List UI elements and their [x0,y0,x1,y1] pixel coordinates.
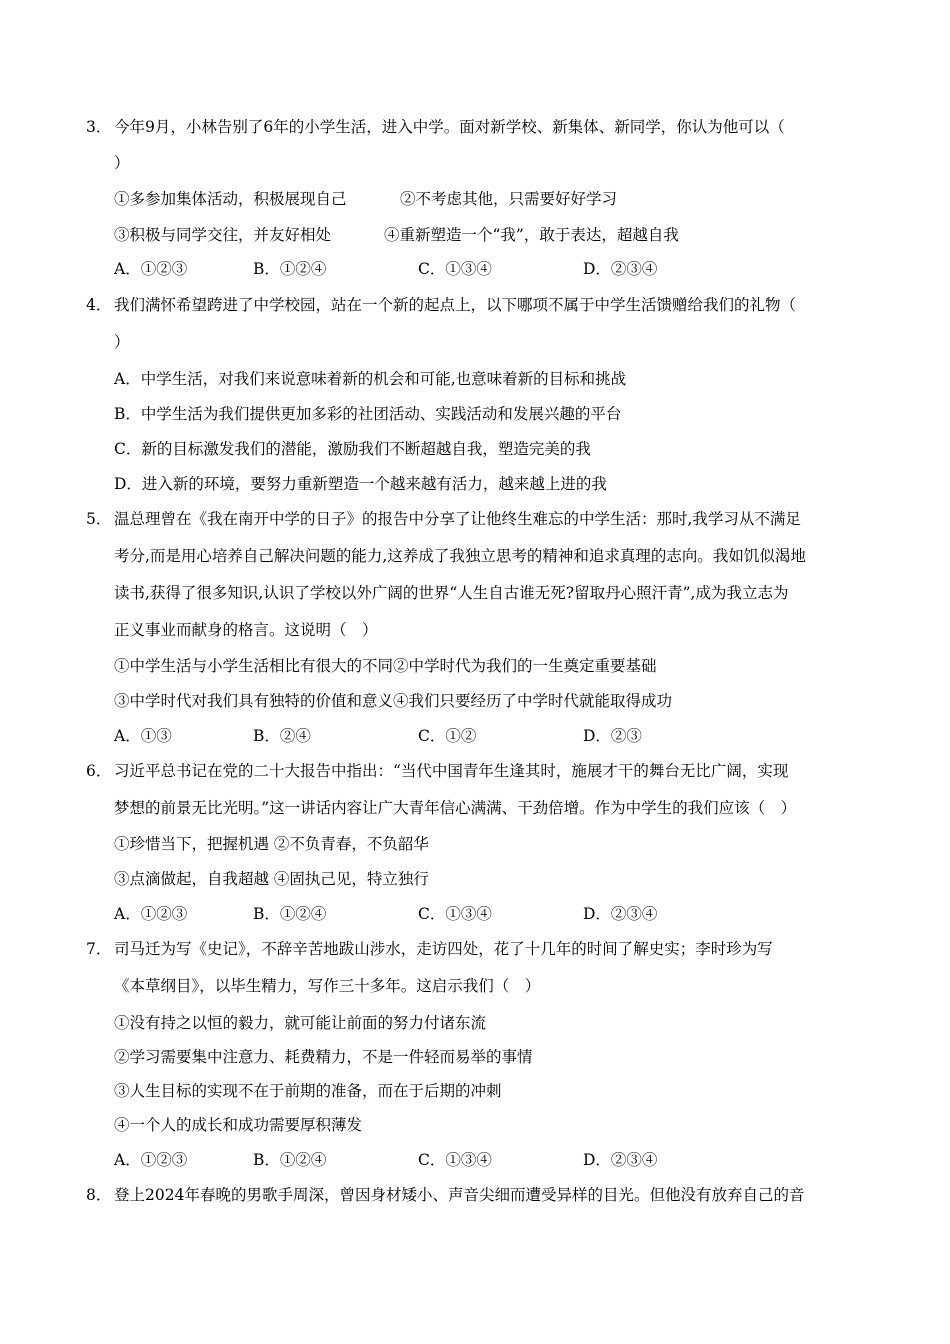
question-7-option-c: C．①③④ [418,1151,492,1169]
question-8-number: 8． [86,1186,112,1204]
question-5-stem-line-4: 正义事业而献身的格言。这说明（ ） [114,621,378,639]
question-5-option-b: B．②④ [253,727,311,745]
question-6-statement-2: ③点滴做起，自我超越 ④固执己见，特立独行 [114,870,429,888]
question-8-stem-line-1: 登上2024年春晚的男歌手周深，曾因身材矮小、声音尖细而遭受异样的目光。但他没有放弃自己的音 [114,1186,805,1204]
question-7-statement-2: ②学习需要集中注意力、耗费精力，不是一件轻而易举的事情 [114,1048,533,1066]
question-3-statement-2: ②不考虑其他，只需要好好学习 [400,190,618,208]
question-4-stem-line-1: 我们满怀希望跨进了中学校园，站在一个新的起点上，以下哪项不属于中学生活馈赠给我们的礼物（ [114,296,797,314]
question-4-stem-line-2: ） [114,333,130,351]
question-7-statement-4: ④一个人的成长和成功需要厚积薄发 [114,1116,363,1134]
question-7-option-b: B．①②④ [253,1151,327,1169]
question-6-number: 6． [86,762,112,780]
question-7-statement-1: ①没有持之以恒的毅力，就可能让前面的努力付诸东流 [114,1014,487,1032]
question-6-stem-line-2: 梦想的前景无比光明。”这一讲话内容让广大青年信心满满、干劲倍增。作为中学生的我们应该（ ） [114,799,797,817]
question-7-option-a: A．①②③ [114,1151,188,1169]
question-6-statement-1: ①珍惜当下，把握机遇 ②不负青春，不负韶华 [114,835,429,853]
question-7-stem-line-2: 《本草纲目》，以毕生精力，写作三十多年。这启示我们（ ） [114,977,541,995]
question-5-statement-2: ③中学时代对我们具有独特的价值和意义④我们只要经历了中学时代就能取得成功 [114,692,673,710]
question-3-statement-3: ③积极与同学交往，并友好相处 [114,226,332,244]
question-7-number: 7． [86,940,112,958]
question-3-option-a: A．①②③ [114,260,188,278]
question-4-option-d: D．进入新的环境，要努力重新塑造一个越来越有活力，越来越上进的我 [114,475,607,493]
question-5-option-c: C．①② [418,727,477,745]
question-4-option-c: C．新的目标激发我们的潜能，激励我们不断超越自我，塑造完美的我 [114,440,591,458]
question-7-statement-3: ③人生目标的实现不在于前期的准备，而在于后期的冲刺 [114,1082,502,1100]
question-4-option-a: A．中学生活，对我们来说意味着新的机会和可能,也意味着新的目标和挑战 [114,370,627,388]
question-7-stem-line-1: 司马迁为写《史记》，不辞辛苦地跋山涉水，走访四处，花了十几年的时间了解史实；李时珍为写 [114,940,773,958]
question-3-option-b: B．①②④ [253,260,327,278]
question-6-option-a: A．①②③ [114,905,188,923]
question-6-option-c: C．①③④ [418,905,492,923]
question-3-statement-1: ①多参加集体活动，积极展现自己 [114,190,347,208]
question-3-statement-4: ④重新塑造一个“我”，敢于表达，超越自我 [384,226,679,244]
question-3-stem-line-2: ） [114,154,130,172]
question-5-option-a: A．①③ [114,727,172,745]
question-5-stem-line-1: 温总理曾在《我在南开中学的日子》的报告中分享了让他终生难忘的中学生活：那时,我学习从不满足 [114,510,801,528]
question-6-option-b: B．①②④ [253,905,327,923]
question-7-option-d: D．②③④ [583,1151,658,1169]
question-3-option-d: D．②③④ [583,260,658,278]
question-6-stem-line-1: 习近平总书记在党的二十大报告中指出：“当代中国青年生逢其时，施展才干的舞台无比广阔，实现 [114,762,789,780]
question-4-option-b: B．中学生活为我们提供更加多彩的社团活动、实践活动和发展兴趣的平台 [114,405,622,423]
question-5-number: 5． [86,510,112,528]
question-3-number: 3． [86,118,112,136]
question-5-stem-line-3: 读书,获得了很多知识,认识了学校以外广阔的世界“人生自古谁无死?留取丹心照汗青”,成为我立志为 [114,584,789,602]
question-6-option-d: D．②③④ [583,905,658,923]
question-5-statement-1: ①中学生活与小学生活相比有很大的不同②中学时代为我们的一生奠定重要基础 [114,657,657,675]
question-3-option-c: C．①③④ [418,260,492,278]
question-5-stem-line-2: 考分,而是用心培养自己解决问题的能力,这养成了我独立思考的精神和追求真理的志向。我如饥似渴地 [114,547,806,565]
question-3-stem-line-1: 今年9月，小林告别了6年的小学生活，进入中学。面对新学校、新集体、新同学，你认为他可以（ [114,118,785,136]
question-4-number: 4． [86,296,112,314]
question-5-option-d: D．②③ [583,727,642,745]
